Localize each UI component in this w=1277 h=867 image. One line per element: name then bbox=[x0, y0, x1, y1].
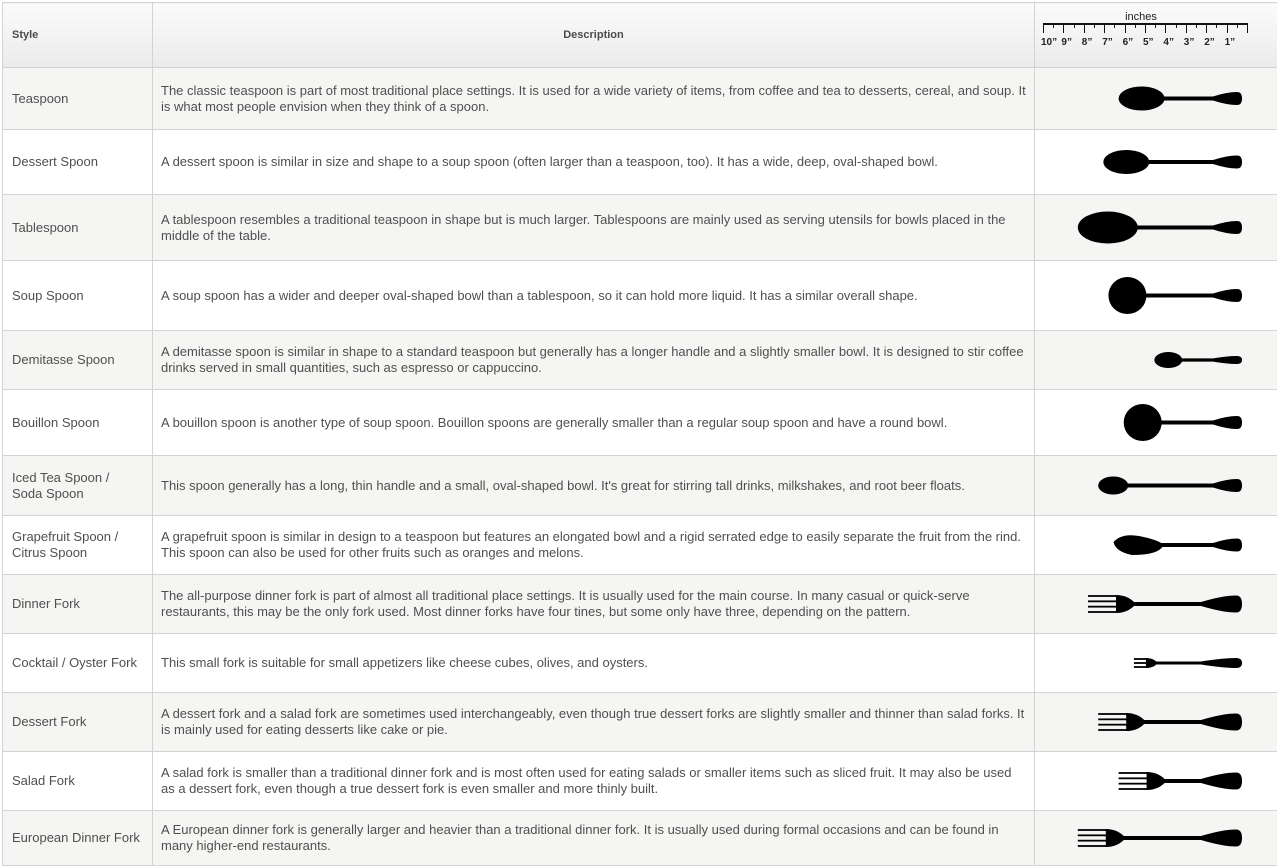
row-style-name: Tablespoon bbox=[3, 195, 153, 261]
row-style-name: Demitasse Spoon bbox=[3, 331, 153, 390]
spoon-handle bbox=[1134, 221, 1242, 234]
fork-tine bbox=[1078, 840, 1108, 842]
row-utensil-image bbox=[1035, 752, 1277, 811]
ruler-minor-tick bbox=[1216, 23, 1217, 28]
column-header-style: Style bbox=[3, 3, 153, 68]
ruler-tick-label: 3” bbox=[1183, 37, 1195, 48]
spoon-silhouette-icon bbox=[1035, 331, 1277, 389]
fork-tine bbox=[1134, 662, 1148, 664]
row-utensil-image bbox=[1035, 390, 1277, 456]
ruler-tick-label: 9” bbox=[1061, 37, 1072, 48]
row-utensil-image bbox=[1035, 195, 1277, 261]
flatware-table bbox=[2, 2, 1277, 866]
ruler-major-tick bbox=[1227, 23, 1228, 33]
spoon-handle bbox=[1156, 539, 1243, 552]
table-row bbox=[3, 634, 1277, 693]
row-utensil-image bbox=[1035, 130, 1277, 195]
row-utensil-image bbox=[1035, 331, 1277, 390]
ruler-minor-tick bbox=[1114, 23, 1115, 28]
fork-tine bbox=[1078, 829, 1108, 831]
row-style-name: European Dinner Fork bbox=[3, 811, 153, 866]
row-style-name: Dessert Fork bbox=[3, 693, 153, 752]
fork-handle bbox=[1154, 658, 1242, 668]
spoon-silhouette-icon bbox=[1035, 195, 1277, 260]
table-row bbox=[3, 693, 1277, 752]
ruler-major-tick bbox=[1165, 23, 1166, 33]
fork-silhouette-icon bbox=[1035, 752, 1277, 810]
fork-tine bbox=[1119, 788, 1149, 790]
row-style-name: Dinner Fork bbox=[3, 575, 153, 634]
table-row bbox=[3, 811, 1277, 866]
fork-tine bbox=[1088, 595, 1118, 597]
fork-handle bbox=[1132, 596, 1242, 613]
ruler-tick-label: 5” bbox=[1143, 37, 1154, 48]
fork-handle bbox=[1122, 830, 1242, 847]
row-description: This small fork is suitable for small appetizers like cheese cubes, olives, and oysters. bbox=[153, 634, 1035, 693]
fork-tine bbox=[1119, 777, 1149, 779]
ruler-tick-label: 8” bbox=[1081, 37, 1093, 48]
ruler-minor-tick bbox=[1094, 23, 1095, 28]
spoon-bowl bbox=[1119, 87, 1165, 111]
ruler-minor-tick bbox=[1135, 23, 1136, 28]
row-utensil-image bbox=[1035, 634, 1277, 693]
row-style-name: Salad Fork bbox=[3, 752, 153, 811]
fork-head bbox=[1147, 772, 1165, 790]
row-style-name: Bouillon Spoon bbox=[3, 390, 153, 456]
fork-tine bbox=[1088, 611, 1118, 613]
row-utensil-image bbox=[1035, 693, 1277, 752]
ruler-major-tick bbox=[1084, 23, 1085, 33]
ruler-major-tick bbox=[1104, 23, 1105, 33]
ruler-major-tick bbox=[1247, 23, 1248, 33]
fork-tine bbox=[1098, 713, 1128, 715]
row-description: A soup spoon has a wider and deeper oval-shaped bowl than a tablespoon, so it can hold more liquid. It has a similar overall shape. bbox=[153, 261, 1035, 331]
ruler-minor-tick bbox=[1176, 23, 1177, 28]
spoon-bowl bbox=[1103, 150, 1149, 174]
row-utensil-image bbox=[1035, 811, 1277, 866]
column-header-description: Description bbox=[153, 3, 1035, 68]
ruler-tick-label: 7” bbox=[1102, 37, 1113, 48]
spoon-silhouette-icon bbox=[1035, 68, 1277, 129]
fork-silhouette-icon bbox=[1035, 634, 1277, 692]
ruler-minor-tick bbox=[1196, 23, 1197, 28]
fork-tine bbox=[1119, 783, 1149, 785]
fork-tine bbox=[1098, 729, 1128, 731]
fork-tine bbox=[1119, 772, 1149, 774]
spoon-silhouette-icon bbox=[1035, 261, 1277, 330]
row-description: The classic teaspoon is part of most traditional place settings. It is used for a wide variety of items, from coffee and tea to desserts, cereal, and soup. It is what most people envision when they think of a spoon. bbox=[153, 68, 1035, 130]
row-style-name: Dessert Spoon bbox=[3, 130, 153, 195]
fork-head bbox=[1116, 595, 1134, 613]
row-description: A grapefruit spoon is similar in design to a teaspoon but features an elongated bowl and a rigid serrated edge to easily separate the fruit from the rind. This spoon can also be used for other fruits such as oranges and melons. bbox=[153, 516, 1035, 575]
table-row bbox=[3, 261, 1277, 331]
row-style-name: Iced Tea Spoon / Soda Spoon bbox=[3, 456, 153, 516]
ruler-tick-label: 2” bbox=[1204, 37, 1215, 48]
table-row bbox=[3, 575, 1277, 634]
spoon-handle bbox=[1158, 416, 1242, 429]
ruler-tick-label: 1” bbox=[1224, 37, 1236, 48]
fork-silhouette-icon bbox=[1035, 575, 1277, 633]
inches-ruler bbox=[1043, 3, 1263, 67]
spoon-silhouette-icon bbox=[1035, 390, 1277, 455]
spoon-bowl bbox=[1078, 212, 1138, 244]
spoon-handle bbox=[1178, 356, 1242, 364]
spoon-bowl bbox=[1108, 277, 1146, 314]
table-header-row bbox=[3, 3, 1277, 68]
row-description: A European dinner fork is generally larger and heavier than a traditional dinner fork. It is usually used during formal occasions and can be found in many higher-end restaurants. bbox=[153, 811, 1035, 866]
ruler-minor-tick bbox=[1074, 23, 1075, 28]
spoon-silhouette-icon bbox=[1035, 516, 1277, 574]
fork-handle bbox=[1142, 714, 1242, 731]
row-description: A dessert spoon is similar in size and shape to a soup spoon (often larger than a teaspoon, too). It has a wide, deep, oval-shaped bowl. bbox=[153, 130, 1035, 195]
fork-tine bbox=[1098, 718, 1128, 720]
spoon-bowl bbox=[1124, 404, 1162, 441]
ruler-major-tick bbox=[1186, 23, 1187, 33]
flatware-table-container bbox=[2, 2, 1277, 866]
spoon-bowl bbox=[1098, 477, 1128, 495]
table-row bbox=[3, 68, 1277, 130]
spoon-bowl bbox=[1154, 352, 1182, 368]
fork-tine bbox=[1078, 845, 1108, 847]
table-row bbox=[3, 516, 1277, 575]
ruler-major-tick bbox=[1043, 23, 1044, 33]
row-utensil-image bbox=[1035, 68, 1277, 130]
row-description: The all-purpose dinner fork is part of almost all traditional place settings. It is usually used for the main course. In many casual or quick-serve restaurants, this may be the only fork used. Most dinner forks have four tines, but some only have three, depending on the pattern. bbox=[153, 575, 1035, 634]
row-utensil-image bbox=[1035, 456, 1277, 516]
ruler-tick-label: 10” bbox=[1041, 37, 1058, 48]
row-description: A bouillon spoon is another type of soup spoon. Bouillon spoons are generally smaller than a regular soup spoon and have a round bowl. bbox=[153, 390, 1035, 456]
fork-handle bbox=[1163, 773, 1242, 790]
fork-tine bbox=[1098, 724, 1128, 726]
ruler-minor-tick bbox=[1155, 23, 1156, 28]
spoon-silhouette-icon bbox=[1035, 456, 1277, 515]
table-row bbox=[3, 390, 1277, 456]
table-row bbox=[3, 331, 1277, 390]
ruler-major-tick bbox=[1145, 23, 1146, 33]
row-description: A dessert fork and a salad fork are sometimes used interchangeably, even though true dessert forks are slightly smaller and thinner than salad forks. It is mainly used for eating desserts like cake or pie. bbox=[153, 693, 1035, 752]
ruler-unit-label: inches bbox=[1125, 11, 1157, 23]
ruler-major-tick bbox=[1063, 23, 1064, 33]
ruler-tick-label: 6” bbox=[1122, 37, 1134, 48]
row-utensil-image bbox=[1035, 575, 1277, 634]
ruler-minor-tick bbox=[1053, 23, 1054, 28]
row-style-name: Teaspoon bbox=[3, 68, 153, 130]
ruler-major-tick bbox=[1206, 23, 1207, 33]
fork-head bbox=[1106, 829, 1124, 847]
fork-silhouette-icon bbox=[1035, 693, 1277, 751]
row-style-name: Grapefruit Spoon / Citrus Spoon bbox=[3, 516, 153, 575]
row-style-name: Soup Spoon bbox=[3, 261, 153, 331]
fork-tine bbox=[1134, 666, 1148, 668]
ruler-tick-label: 4” bbox=[1163, 37, 1174, 48]
table-row bbox=[3, 195, 1277, 261]
row-description: This spoon generally has a long, thin handle and a small, oval-shaped bowl. It's great for stirring tall drinks, milkshakes, and root beer floats. bbox=[153, 456, 1035, 516]
row-utensil-image bbox=[1035, 516, 1277, 575]
row-description: A salad fork is smaller than a traditional dinner fork and is most often used for eating salads or smaller items such as sliced fruit. It may also be used as a dessert fork, even though a true dessert fork is even smaller and more thinly built. bbox=[153, 752, 1035, 811]
row-description: A tablespoon resembles a traditional teaspoon in shape but is much larger. Tablespoons are mainly used as serving utensils for bowls placed in the middle of the table. bbox=[153, 195, 1035, 261]
table-row bbox=[3, 130, 1277, 195]
fork-tine bbox=[1088, 600, 1118, 602]
ruler-minor-tick bbox=[1237, 23, 1238, 28]
spoon-handle bbox=[1161, 92, 1242, 105]
table-row bbox=[3, 456, 1277, 516]
column-header-ruler bbox=[1035, 3, 1277, 68]
spoon-silhouette-icon bbox=[1035, 130, 1277, 194]
fork-silhouette-icon bbox=[1035, 811, 1277, 865]
spoon-handle bbox=[1124, 479, 1242, 492]
fork-tine bbox=[1134, 658, 1148, 660]
ruler-major-tick bbox=[1125, 23, 1126, 33]
fork-tine bbox=[1088, 606, 1118, 608]
table-row bbox=[3, 752, 1277, 811]
spoon-handle bbox=[1145, 156, 1242, 169]
spoon-handle bbox=[1142, 289, 1242, 302]
row-style-name: Cocktail / Oyster Fork bbox=[3, 634, 153, 693]
fork-head bbox=[1126, 713, 1144, 731]
fork-tine bbox=[1078, 834, 1108, 836]
row-description: A demitasse spoon is similar in shape to a standard teaspoon but generally has a longer handle and a slightly smaller bowl. It is designed to stir coffee drinks served in small quantities, such as espresso or cappuccino. bbox=[153, 331, 1035, 390]
row-utensil-image bbox=[1035, 261, 1277, 331]
